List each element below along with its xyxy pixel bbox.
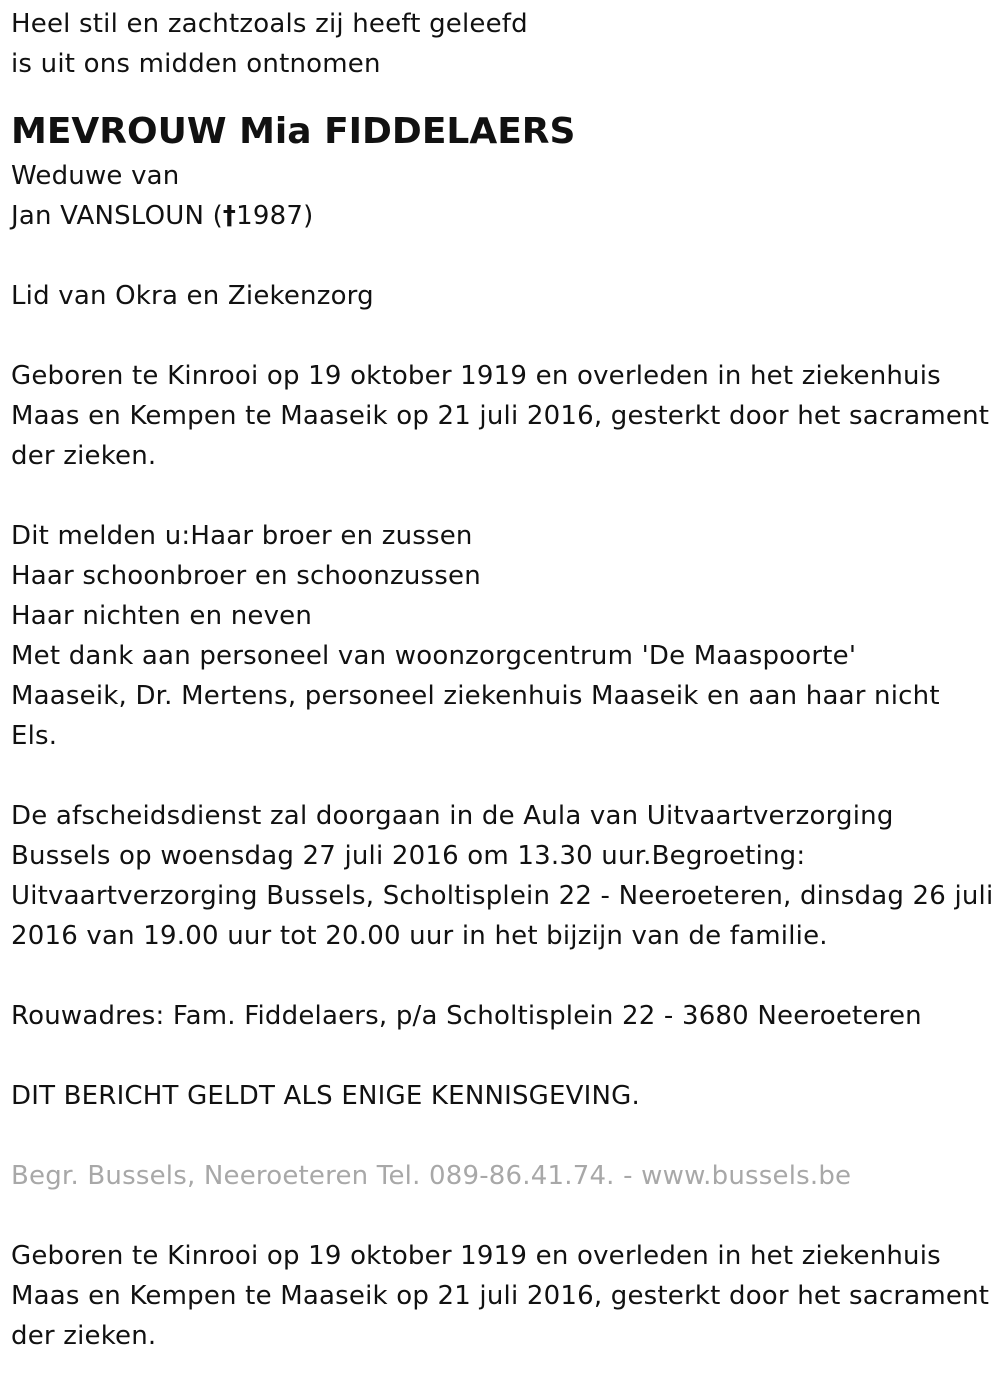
address-line: Rouwadres: Fam. Fiddelaers, p/a Scholtisplein 22 - 3680 Neeroeteren (11, 1001, 922, 1031)
birth-death-line: der zieken. (11, 441, 157, 471)
spacer (11, 756, 1000, 796)
spacer (11, 956, 1000, 996)
widow-label: Weduwe van (11, 161, 180, 191)
birth-death-repeat-line: Geboren te Kinrooi op 19 oktober 1919 en overleden in het ziekenhuis (11, 1241, 941, 1271)
spacer (11, 1036, 1000, 1076)
birth-death-line: Geboren te Kinrooi op 19 oktober 1919 en overleden in het ziekenhuis (11, 361, 941, 391)
cross-icon: † (222, 201, 237, 231)
spouse-line (11, 196, 1000, 236)
birth-death-line: Maas en Kempen te Maaseik op 21 juli 2016, gesterkt door het sacrament (11, 401, 990, 431)
announcement-line: Met dank aan personeel van woonzorgcentrum 'De Maaspoorte' (11, 641, 857, 671)
announcement-line: Maaseik, Dr. Mertens, personeel ziekenhuis Maaseik en aan haar nicht (11, 681, 940, 711)
spacer (11, 476, 1000, 516)
service-line: De afscheidsdienst zal doorgaan in de Aula van Uitvaartverzorging (11, 801, 894, 831)
intro-line-2: is uit ons midden ontnomen (11, 49, 381, 79)
announcement-line: Els. (11, 721, 58, 751)
deceased-name: MEVROUW Mia FIDDELAERS (11, 111, 576, 152)
notice-line: DIT BERICHT GELDT ALS ENIGE KENNISGEVING. (11, 1081, 640, 1111)
service-line: Bussels op woensdag 27 juli 2016 om 13.30 uur.Begroeting: (11, 841, 806, 871)
service-line: 2016 van 19.00 uur tot 20.00 uur in het bijzijn van de familie. (11, 921, 828, 951)
spacer (11, 316, 1000, 356)
spacer (11, 1116, 1000, 1156)
announcement-line: Haar schoonbroer en schoonzussen (11, 561, 481, 591)
birth-death-repeat-line: Maas en Kempen te Maaseik op 21 juli 2016, gesterkt door het sacrament (11, 1281, 990, 1311)
birth-death-repeat-line: der zieken. (11, 1321, 157, 1351)
membership-line: Lid van Okra en Ziekenzorg (11, 281, 374, 311)
funeral-home-line: Begr. Bussels, Neeroeteren Tel. 089-86.41.74. - www.bussels.be (11, 1161, 852, 1191)
service-line: Uitvaartverzorging Bussels, Scholtisplein 22 - Neeroeteren, dinsdag 26 juli (11, 881, 994, 911)
intro-line-1: Heel stil en zachtzoals zij heeft geleefd (11, 9, 528, 39)
spacer (11, 1196, 1000, 1236)
spacer (11, 236, 1000, 276)
announcement-line: Haar nichten en neven (11, 601, 313, 631)
spouse-death-year: 1987) (236, 201, 314, 231)
announcement-line: Dit melden u:Haar broer en zussen (11, 521, 473, 551)
spouse-name: Jan VANSLOUN ( (11, 201, 223, 231)
